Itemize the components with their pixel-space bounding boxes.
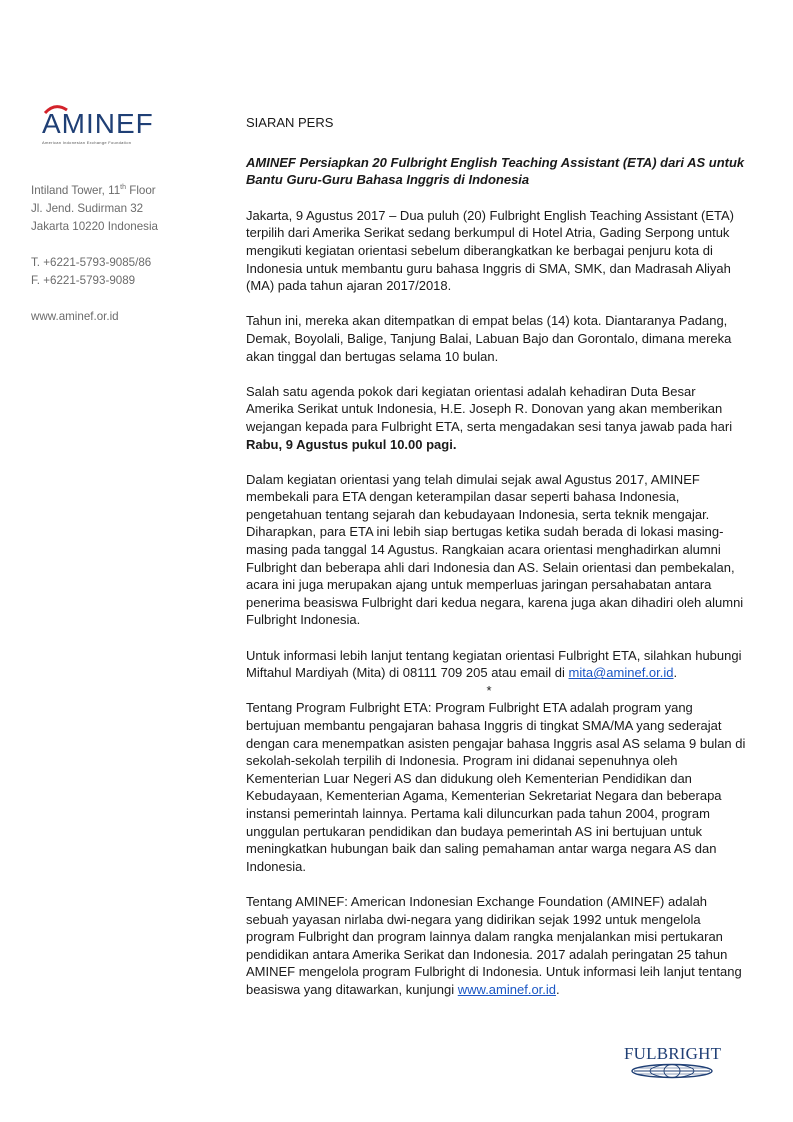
paragraph-4: Dalam kegiatan orientasi yang telah dimulai sejak awal Agustus 2017, AMINEF membekali para ETA dengan keterampilan dasar seperti bahasa Indonesia, pengetahuan tentang sejarah dan kebudayaan Indonesia, serta teknik mengajar. Diharapkan, para ETA ini lebih siap bertugas ketika sudah berada di lokasi masing-masing pada tanggal 14 Agustus. Rangkaian acara orientasi menghadirkan alumni Fulbright dan beberapa ahli dari Indonesia dan AS. Selain orientasi dan pembekalan, acara ini juga merupakan ajang untuk memperluas jaringan persahabatan antara penerima beasiswa Fulbright dari kedua negara, karena juga akan dihadiri oleh alumni Fulbright Indonesia.: [246, 471, 744, 628]
separator-asterisk: *: [486, 682, 492, 698]
phone-number: T. +6221-5793-9085/86: [31, 256, 152, 269]
paragraph-3: Salah satu agenda pokok dari kegiatan orientasi adalah kehadiran Duta Besar Amerika Serikat untuk Indonesia, H.E. Joseph R. Donovan yang akan memberikan wejangan kepada para Fulbright ETA, serta mengadakan sesi tanya jawab pada hari Rabu, 9 Agustus pukul 10.00 pagi.: [246, 383, 733, 452]
document-label: SIARAN PERS: [246, 115, 334, 130]
press-release-body: [246, 114, 746, 999]
paragraph-7: Tentang AMINEF: American Indonesian Exchange Foundation (AMINEF) adalah sebuah yayasan nirlaba dwi-negara yang didirikan sejak 1992 untuk mengelola program Fulbright dan program lainnya dalam rangka menjalankan misi pertukaran pendidikan antara Amerika Serikat dan Indonesia. 2017 adalah peringatan 25 tahun AMINEF mengelola program Fulbright di Indonesia. Untuk informasi leih lanjut tentang beasiswa yang ditawarkan, kunjungi www.aminef.or.id.: [246, 893, 742, 997]
aminef-logo-text: AMINEF: [42, 108, 154, 139]
paragraph-5: Untuk informasi lebih lanjut tentang kegiatan orientasi Fulbright ETA, silahkan hubungi Miftahul Mardiyah (Mita) di 08111 709 205 atau email di mita@aminef.or.id.: [246, 647, 742, 681]
paragraph-6: Tentang Program Fulbright ETA: Program Fulbright ETA adalah program yang bertujuan membantu pengajaran bahasa Inggris di tingkat SMA/MA yang sederajat dengan cara menempatkan asisten pengajar bahasa Inggris asal AS selama 9 bulan di sekolah-sekolah terpilih di Indonesia. Program ini didanai sepenuhnya oleh Kementerian Luar Negeri AS dan didukung oleh Kementerian Pendidikan dan Kebudayaan, Kementerian Agama, Kementerian Sekretariat Negara dan beberapa instansi pemerintah lainnya. Pertama kali diluncurkan pada tahun 2004, program unggulan pertukaran pendidikan dan budaya pemerintah AS ini bertujuan untuk meningkatkan hubungan baik dan saling pemahaman antar warga negara AS dan Indonesia.: [246, 700, 746, 874]
website-text: www.aminef.or.id: [31, 310, 119, 323]
aminef-logo-tagline: American Indonesian Exchange Foundation: [42, 140, 132, 145]
event-time: Rabu, 9 Agustus pukul 10.00 pagi.: [246, 436, 457, 452]
paragraph-1: Jakarta, 9 Agustus 2017 – Dua puluh (20) Fulbright English Teaching Assistant (ETA) terpilih dari Amerika Serikat sedang berkumpul di Hotel Atria, Gading Serpong untuk mengikuti kegiatan orientasi sebelum diberangkatkan ke berbagai penjuru kota di Indonesia untuk membantu guru bahasa Inggris di SMA, SMK, dan Madrasah Aliyah (MA) pada tahun ajaran 2017/2018.: [246, 207, 735, 294]
headline: AMINEF Persiapkan 20 Fulbright English Teaching Assistant (ETA) dari AS untuk Bantu Guru-Guru Bahasa Inggris di Indonesia: [246, 154, 745, 188]
address-line-3: Jakarta 10220 Indonesia: [31, 220, 158, 233]
aminef-logo-arc-icon: [43, 104, 73, 114]
email-link[interactable]: mita@aminef.or.id: [568, 665, 674, 681]
globe-icon: [624, 1063, 720, 1079]
fax-number: F. +6221-5793-9089: [31, 274, 136, 287]
fulbright-logo-text: FULBRIGHT: [624, 1044, 722, 1063]
fulbright-logo: [624, 1045, 720, 1079]
aminef-logo: [42, 110, 192, 145]
website-link[interactable]: www.aminef.or.id: [457, 981, 557, 997]
contact-address: [31, 182, 221, 326]
address-line-1: Intiland Tower, 11th Floor: [31, 184, 156, 197]
address-line-2: Jl. Jend. Sudirman 32: [31, 202, 144, 215]
paragraph-2: Tahun ini, mereka akan ditempatkan di empat belas (14) kota. Diantaranya Padang, Demak, Boyolali, Balige, Tanjung Balai, Labuan Bajo dan Gorontalo, dimana mereka akan tinggal dan bertugas selama 10 bulan.: [246, 313, 732, 364]
